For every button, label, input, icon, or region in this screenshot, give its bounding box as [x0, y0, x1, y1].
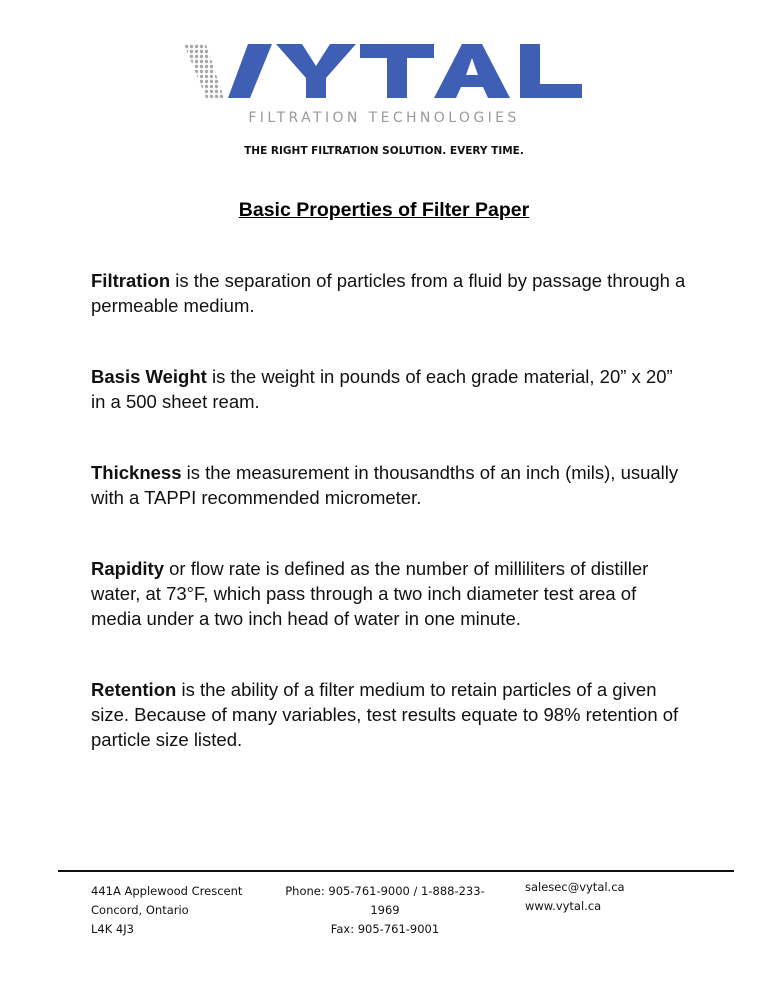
- address-line-3: L4K 4J3: [91, 922, 134, 936]
- definition-term: Filtration: [91, 270, 171, 291]
- vytal-logo: [184, 44, 584, 98]
- definition-filtration: [91, 268, 691, 318]
- definition-text: is the weight in pounds of each grade material, 20” x 20” in a 500 sheet ream.: [91, 366, 673, 412]
- phone-number: Phone: 905-761-9000 / 1-888-233-1969: [285, 884, 485, 917]
- address-line-2: Concord, Ontario: [91, 903, 189, 917]
- brand-subtitle: FILTRATION TECHNOLOGIES: [248, 110, 520, 126]
- footer-contact-phone: [272, 882, 498, 939]
- definition-text: or flow rate is defined as the number of milliliters of distiller water, at 73°F, which pass through a two inch diameter test area of media under a two inch head of water in one minute.: [91, 558, 649, 629]
- brand-tagline: THE RIGHT FILTRATION SOLUTION. EVERY TIME.: [244, 145, 524, 157]
- footer-contact-online: [525, 878, 625, 916]
- definitions-list: [91, 268, 691, 752]
- definition-retention: [91, 677, 691, 752]
- footer-address: [91, 882, 242, 939]
- vytal-logo-graphic: [184, 44, 584, 98]
- definition-rapidity: [91, 556, 691, 631]
- email-link[interactable]: salesec@vytal.ca: [525, 880, 625, 894]
- website-link[interactable]: www.vytal.ca: [525, 899, 602, 913]
- definition-thickness: [91, 460, 691, 510]
- address-line-1: 441A Applewood Crescent: [91, 884, 243, 898]
- definition-text: is the separation of particles from a fluid by passage through a permeable medium.: [91, 270, 686, 316]
- definition-term: Basis Weight: [91, 366, 207, 387]
- definition-term: Retention: [91, 679, 177, 700]
- definition-text: is the measurement in thousandths of an inch (mils), usually with a TAPPI recommended micrometer.: [91, 462, 679, 508]
- definition-basis-weight: [91, 364, 691, 414]
- definition-term: Thickness: [91, 462, 182, 483]
- fax-number: Fax: 905-761-9001: [330, 922, 440, 936]
- definition-term: Rapidity: [91, 558, 164, 579]
- footer-divider: [58, 870, 734, 872]
- document-title: Basic Properties of Filter Paper: [238, 199, 530, 221]
- definition-text: is the ability of a filter medium to retain particles of a given size. Because of many variables, test results equate to 98% retention of particle size listed.: [91, 679, 679, 750]
